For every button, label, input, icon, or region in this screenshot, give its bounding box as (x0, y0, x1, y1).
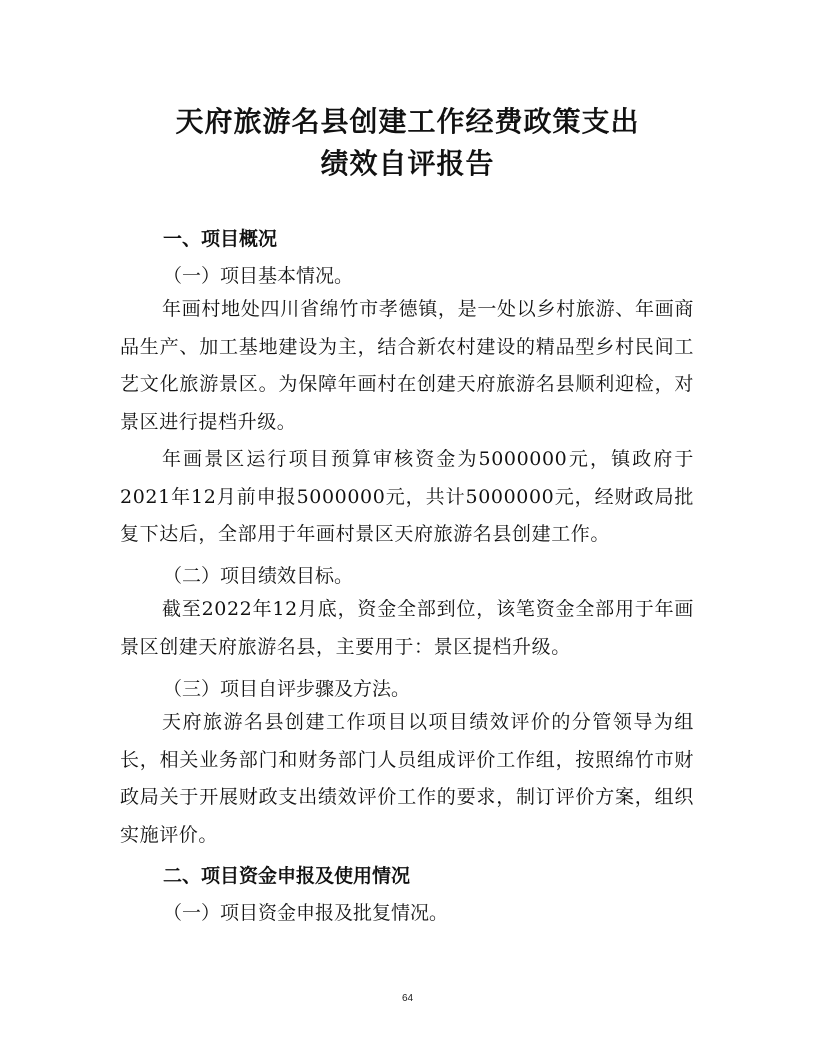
page-number: 64 (401, 993, 414, 1004)
subsection-basic-info: （一）项目基本情况。 (163, 265, 354, 287)
subsection-evaluation-method: （三）项目自评步骤及方法。 (163, 678, 411, 700)
section-heading-1: 一、项目概况 (163, 228, 278, 250)
paragraph-performance-goal: 截至2022年12月底，资金全部到位，该笔资金全部用于年画景区创建天府旅游名县，主要用于：景区提档升级。 (120, 598, 694, 658)
paragraph-basic-info: 年画村地处四川省绵竹市孝德镇，是一处以乡村旅游、年画商品生产、加工基地建设为主，结合新农村建设的精品型乡村民间工艺文化旅游景区。为保障年画村在创建天府旅游名县顺利迎检，对景区进行提档升级。 (120, 298, 694, 433)
paragraph-funding: 年画景区运行项目预算审核资金为5000000元，镇政府于2021年12月前申报5000000元，共计5000000元，经财政局批复下达后，全部用于年画村景区天府旅游名县创建工作。 (120, 448, 694, 546)
document-title-line-2: 绩效自评报告 (320, 147, 495, 180)
section-heading-2: 二、项目资金申报及使用情况 (163, 865, 411, 887)
subsection-performance-goal: （二）项目绩效目标。 (163, 565, 354, 587)
paragraph-evaluation-method: 天府旅游名县创建工作项目以项目绩效评价的分管领导为组长，相关业务部门和财务部门人员组成评价工作组，按照绵竹市财政局关于开展财政支出绩效评价工作的要求，制订评价方案，组织实施评价。 (120, 711, 694, 846)
subsection-fund-application: （一）项目资金申报及批复情况。 (163, 902, 449, 924)
document-title-line-1: 天府旅游名县创建工作经费政策支出 (175, 105, 640, 138)
